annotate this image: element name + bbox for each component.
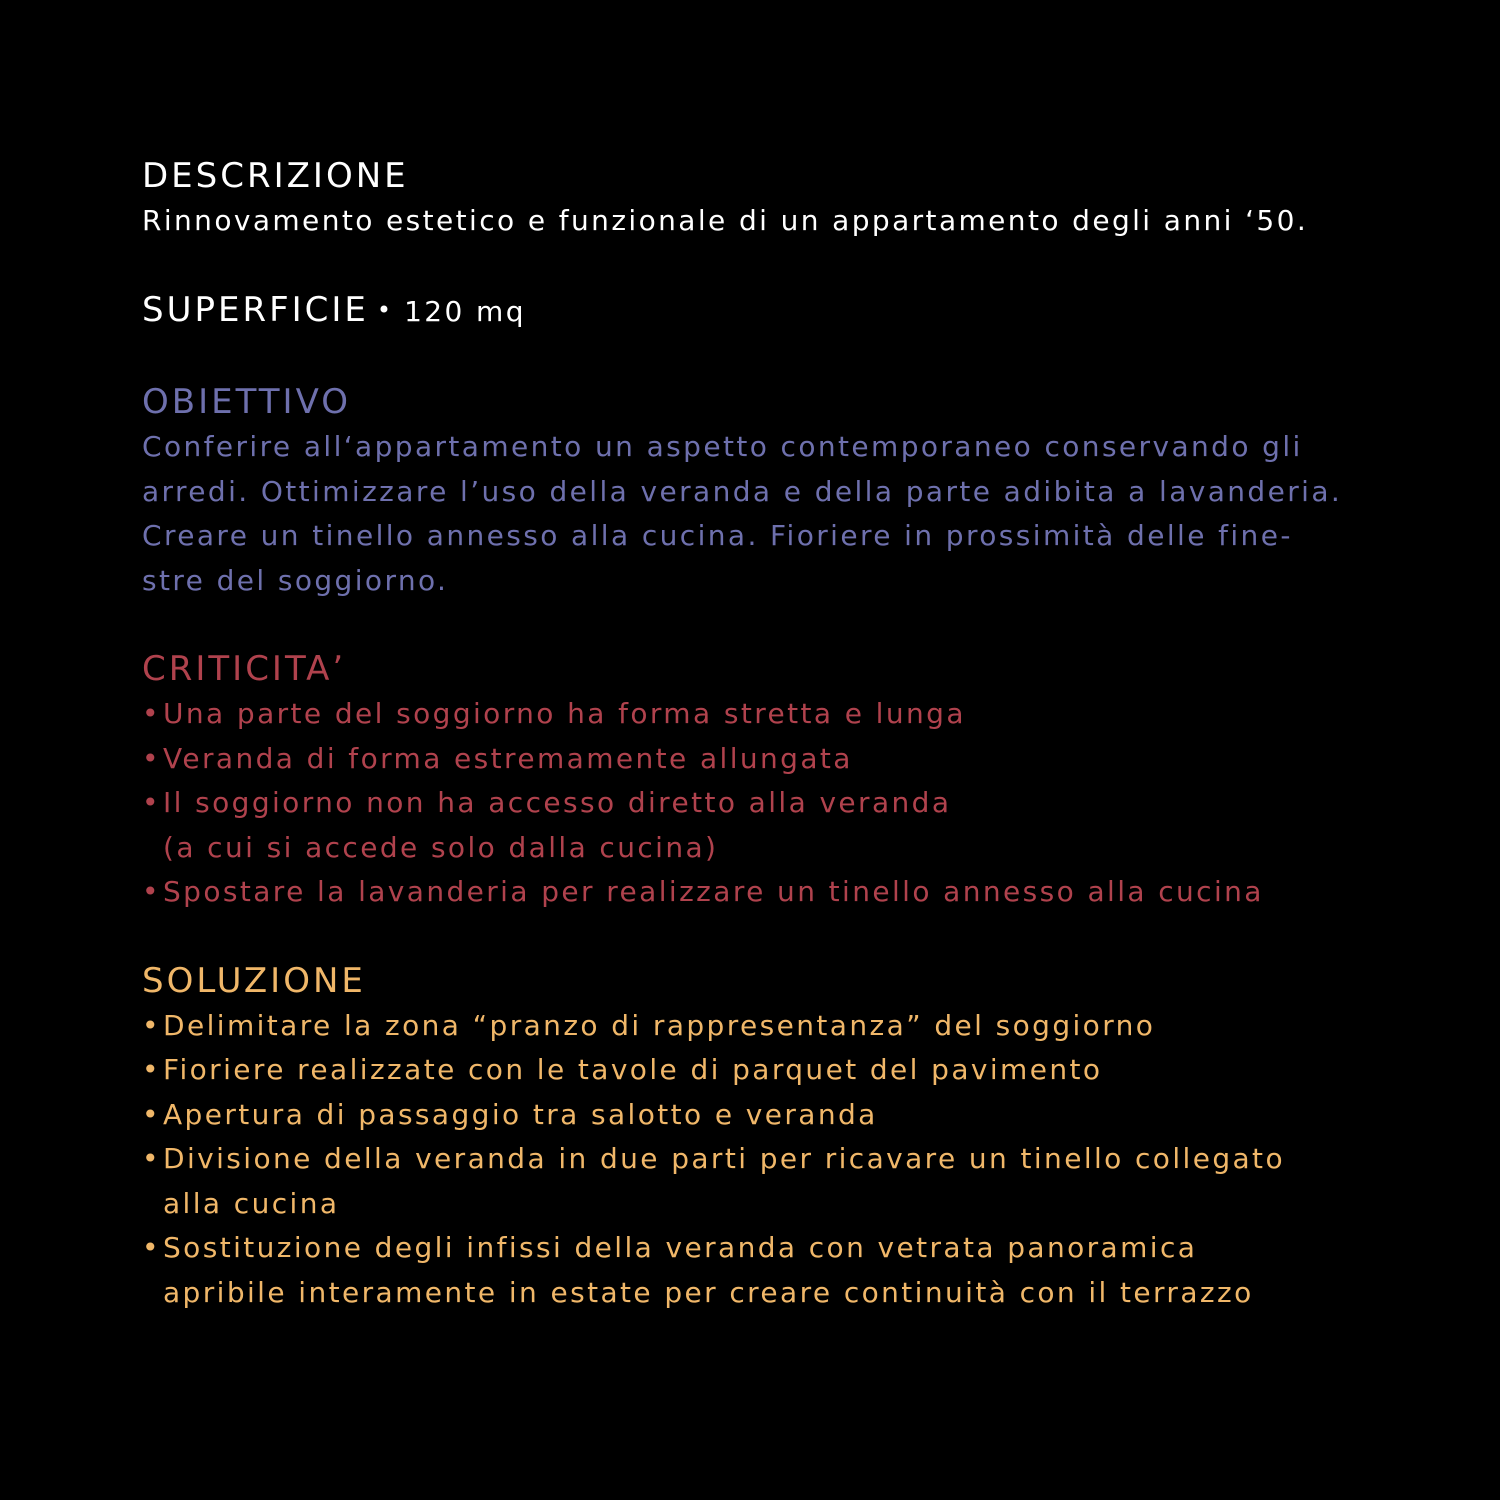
obiettivo-line: stre del soggiorno. [142,563,449,597]
obiettivo-line: Creare un tinello annesso alla cucina. Fioriere in prossimità delle fine- [142,519,1293,552]
list-item-text-continued: (a cui si accede solo dalla cucina) [163,830,719,864]
section-soluzione [142,958,1382,1316]
criticita-list [142,692,1382,915]
bullet: • [142,741,161,775]
list-item-text: Sostituzione degli infissi della veranda con vetrata panoramica [163,1231,1198,1264]
list-item [142,1004,1382,1049]
obiettivo-line: Conferire all‘appartamento un aspetto contemporaneo conservando gli [142,430,1303,463]
section-descrizione [142,153,1382,243]
superficie-line [142,287,1382,336]
list-item-text: Delimitare la zona “pranzo di rappresentanza” del soggiorno [163,1008,1156,1042]
list-item-text: Divisione della veranda in due parti per ricavare un tinello collegato [163,1142,1285,1175]
list-item-text: Spostare la lavanderia per realizzare un tinello annesso alla cucina [163,875,1264,908]
descrizione-text: Rinnovamento estetico e funzionale di un appartamento degli anni ‘50. [142,204,1309,237]
bullet: • [142,1097,161,1131]
list-item-text-continued: apribile interamente in estate per creare continuità con il terrazzo [163,1275,1254,1309]
soluzione-heading: SOLUZIONE [142,960,366,1001]
list-item-text-continued: alla cucina [163,1186,340,1220]
project-description [142,153,1382,1315]
criticita-heading: CRITICITA’ [142,649,347,689]
list-item-text: Veranda di forma estremamente allungata [163,741,853,775]
list-item [142,737,1382,782]
list-item [142,870,1382,915]
list-item-text: Il soggiorno non ha accesso diretto alla veranda [163,786,952,819]
superficie-separator: • [376,296,395,324]
section-superficie [142,287,1382,336]
bullet: • [142,1008,161,1042]
bullet: • [142,1142,161,1175]
list-item [142,1226,1382,1315]
soluzione-list [142,1004,1382,1316]
section-criticita [142,646,1382,915]
descrizione-heading: DESCRIZIONE [142,156,409,196]
bullet: • [142,1053,161,1086]
section-obiettivo [142,379,1382,603]
bullet: • [142,786,161,819]
list-item-text: Fioriere realizzate con le tavole di parquet del pavimento [163,1053,1103,1086]
superficie-heading: SUPERFICIE [142,290,369,330]
obiettivo-line: arredi. Ottimizzare l’uso della veranda e della parte adibita a lavanderia. [142,474,1343,508]
list-item [142,1093,1382,1138]
bullet: • [142,1231,161,1264]
list-item [142,1137,1382,1226]
list-item [142,1048,1382,1093]
bullet: • [142,875,161,908]
obiettivo-heading: OBIETTIVO [142,382,351,422]
list-item [142,781,1382,870]
superficie-value: 120 mq [404,295,526,328]
list-item-text: Una parte del soggiorno ha forma stretta e lunga [163,697,966,730]
list-item-text: Apertura di passaggio tra salotto e veranda [163,1097,878,1131]
bullet: • [142,697,161,730]
list-item [142,692,1382,737]
